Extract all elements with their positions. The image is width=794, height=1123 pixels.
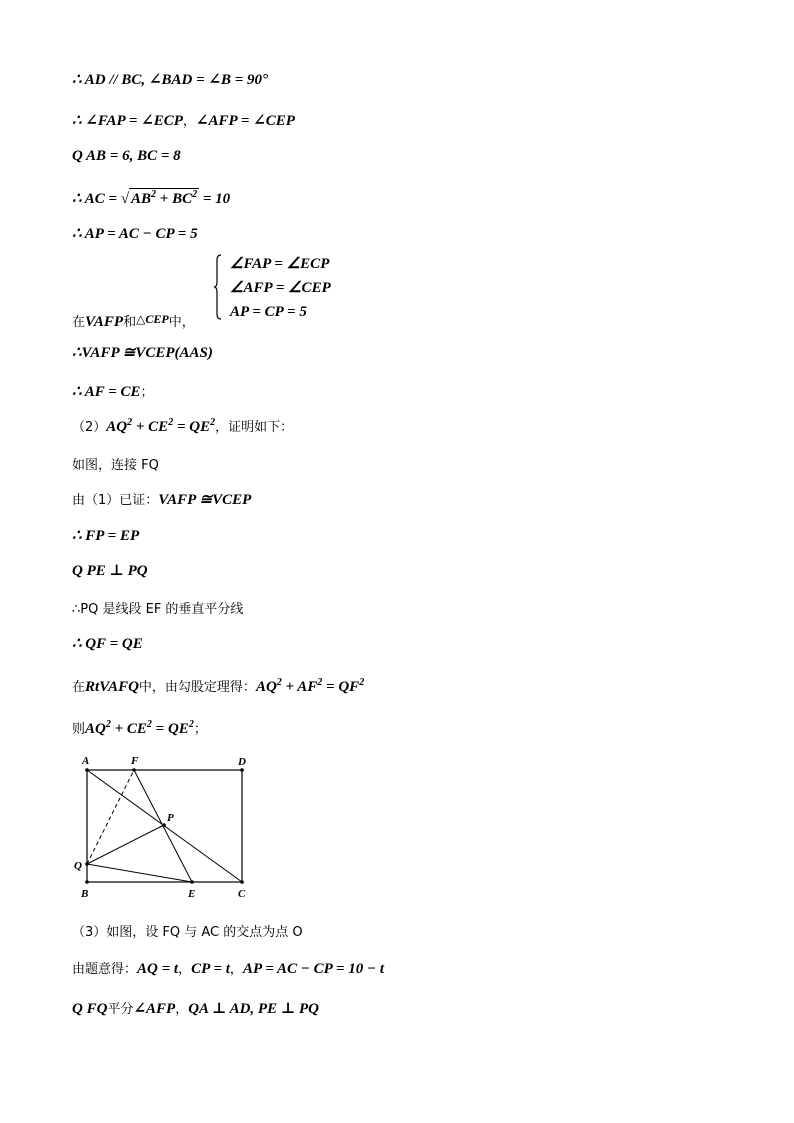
point-q	[85, 862, 89, 866]
segment-fq-dashed	[87, 770, 134, 864]
label-p: P	[167, 812, 174, 824]
label-e: E	[188, 888, 196, 900]
label-d: D	[238, 756, 246, 768]
line-2: ∴ ∠FAP = ∠ECP，∠AFP = ∠CEP	[72, 113, 295, 129]
point-e	[190, 880, 194, 884]
line-3: Q AB = 6, BC = 8	[72, 148, 181, 164]
line-15: ∴ QF = QE	[72, 636, 143, 652]
sqrt-expression: $AB^2 + BC^2$	[131, 189, 198, 207]
line-16: 在RtVAFQ中，由勾股定理得：$AQ^2 + AF^2 = QF^2$	[72, 677, 365, 695]
line-13: Q PE ⊥ PQ	[72, 563, 148, 579]
line-8: ∴ AF = CE；	[72, 384, 154, 400]
point-a	[85, 768, 89, 772]
point-b	[85, 880, 89, 884]
label-f: F	[131, 755, 139, 767]
congruence-conditions	[218, 252, 331, 324]
line-1: ∴ AD // BC, ∠BAD = ∠B = 90°	[72, 72, 268, 88]
condition-3: AP = CP = 5	[230, 304, 307, 320]
label-a: A	[82, 755, 90, 767]
label-c: C	[238, 888, 246, 900]
line-4: ∴ AC = √ $AB^2 + BC^2 = 10$	[72, 189, 231, 207]
label-q: Q	[74, 860, 82, 872]
condition-2: ∠AFP = ∠CEP	[230, 280, 331, 296]
line-20: Q FQ平分∠AFP，QA ⊥ AD, PE ⊥ PQ	[72, 1001, 319, 1017]
segment-qe	[87, 864, 192, 882]
geometry-figure	[72, 752, 262, 904]
line-5: ∴ AP = AC − CP = 5	[72, 226, 198, 242]
line-19: 由题意得：AQ = t，CP = t，AP = AC − CP = 10 − t	[72, 961, 385, 977]
line-9: $(2)AQ^2 + CE^2 = QE^2$，证明如下：	[72, 417, 294, 435]
line-10: 如图，连接 FQ	[72, 458, 159, 473]
line-7: ∴VAFP ≅VCEP(AAS)	[72, 345, 213, 361]
point-f	[132, 768, 136, 772]
label-b: B	[81, 888, 89, 900]
line-14: ∴PQ 是线段 EF 的垂直平分线	[72, 602, 244, 617]
condition-1: ∠FAP = ∠ECP	[230, 256, 330, 272]
point-p	[162, 823, 166, 827]
segment-qp	[87, 825, 164, 864]
point-c	[240, 880, 244, 884]
line-12: ∴ FP = EP	[72, 528, 140, 544]
line-17: 则$AQ^2 + CE^2 = QE^2$；	[72, 719, 207, 737]
line-11: 由（1）已证：VAFP ≅VCEP	[72, 492, 252, 508]
line-6: 在VAFP和$^{\triangle CEP}$中，	[72, 312, 195, 330]
point-d	[240, 768, 244, 772]
line-18: （3）如图，设 FQ 与 AC 的交点为点 O	[72, 925, 303, 940]
